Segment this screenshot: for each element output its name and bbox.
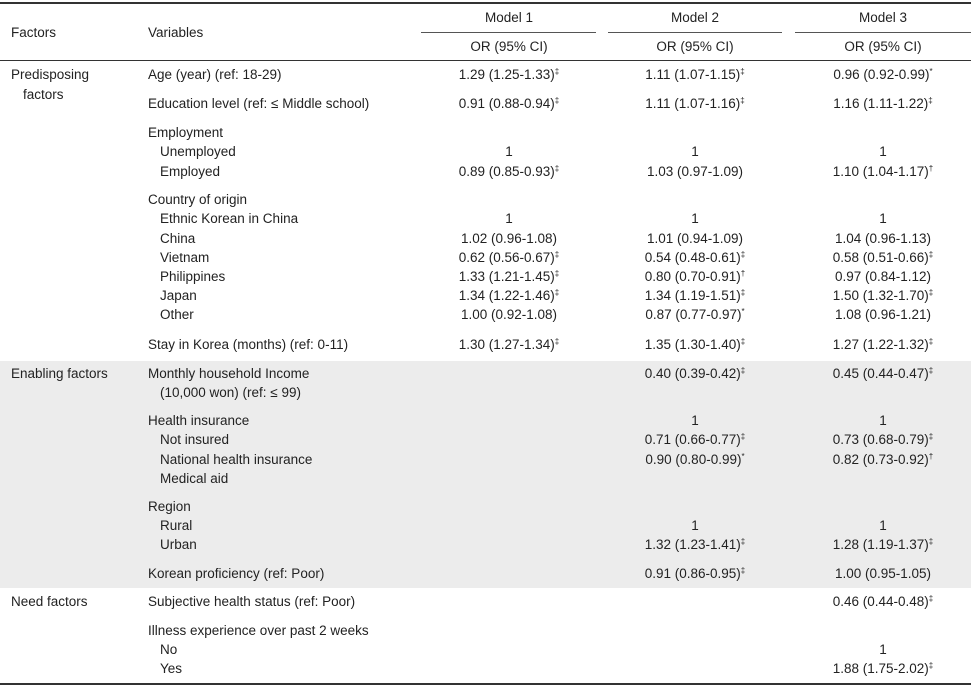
- row-label: Rural: [160, 518, 193, 533]
- row-label: Korean proficiency (ref: Poor): [148, 566, 325, 581]
- cell-value: 1.34 (1.19-1.51)‡: [644, 288, 746, 303]
- cell-value: 1.00 (0.95-1.05): [834, 566, 932, 581]
- model3-underline: [795, 32, 971, 33]
- top-rule: [0, 2, 971, 4]
- cell-value: 1: [691, 211, 699, 226]
- cell-value: 0.82 (0.73-0.92)†: [832, 452, 934, 467]
- cell-value: 0.80 (0.70-0.91)†: [644, 269, 746, 284]
- row-label: Ethnic Korean in China: [160, 211, 299, 226]
- header-or-model2: OR (95% CI): [656, 39, 734, 54]
- cell-value: 0.71 (0.66-0.77)‡: [644, 432, 746, 447]
- row-label: Country of origin: [148, 192, 248, 207]
- cell-value: 0.46 (0.44-0.48)‡: [832, 594, 934, 609]
- cell-value: 0.54 (0.48-0.61)‡: [644, 250, 746, 265]
- row-label: Health insurance: [148, 413, 250, 428]
- cell-value: 0.40 (0.39-0.42)‡: [644, 366, 746, 381]
- row-label-cont: (10,000 won) (ref: ≤ 99): [160, 385, 301, 400]
- model1-underline: [421, 32, 596, 33]
- cell-value: 1: [691, 144, 699, 159]
- row-label: Vietnam: [160, 250, 210, 265]
- group-enabling: Enabling factors: [11, 366, 108, 381]
- cell-value: 1.32 (1.23-1.41)‡: [644, 537, 746, 552]
- row-label: Urban: [160, 537, 197, 552]
- row-label: Education level (ref: ≤ Middle school): [148, 96, 370, 111]
- cell-value: 1: [879, 413, 887, 428]
- row-label: Region: [148, 499, 191, 514]
- cell-value: 0.97 (0.84-1.12): [834, 269, 932, 284]
- cell-value: 1.34 (1.22-1.46)‡: [458, 288, 560, 303]
- cell-value: 1.11 (1.07-1.15)‡: [645, 67, 745, 82]
- cell-value: 0.96 (0.92-0.99)*: [833, 67, 933, 82]
- cell-value: 1.33 (1.21-1.45)‡: [458, 269, 560, 284]
- row-label: National health insurance: [160, 452, 313, 467]
- cell-value: 1.08 (0.96-1.21): [834, 307, 932, 322]
- header-model1: Model 1: [484, 10, 534, 25]
- row-label: Unemployed: [160, 144, 236, 159]
- cell-value: 1.10 (1.04-1.17)†: [832, 164, 934, 179]
- row-label: Not insured: [160, 432, 230, 447]
- row-label: Employment: [148, 125, 224, 140]
- cell-value: 1: [879, 211, 887, 226]
- cell-value: 0.45 (0.44-0.47)‡: [832, 366, 934, 381]
- cell-value: 0.62 (0.56-0.67)‡: [458, 250, 560, 265]
- row-label: Illness experience over past 2 weeks: [148, 623, 369, 638]
- row-label: Yes: [160, 661, 183, 676]
- cell-value: 1.27 (1.22-1.32)‡: [832, 337, 934, 352]
- model2-underline: [608, 32, 782, 33]
- group-need: Need factors: [11, 594, 88, 609]
- cell-value: 1.29 (1.25-1.33)‡: [458, 67, 560, 82]
- cell-value: 1: [879, 144, 887, 159]
- cell-value: 1.04 (0.96-1.13): [834, 231, 932, 246]
- header-variables: Variables: [148, 25, 204, 40]
- cell-value: 0.73 (0.68-0.79)‡: [832, 432, 934, 447]
- cell-value: 0.89 (0.85-0.93)‡: [458, 164, 560, 179]
- cell-value: 1: [691, 413, 699, 428]
- cell-value: 1: [879, 642, 887, 657]
- cell-value: 1: [691, 518, 699, 533]
- row-label: Subjective health status (ref: Poor): [148, 594, 356, 609]
- enabling-factors-band: [0, 361, 971, 588]
- cell-value: 0.58 (0.51-0.66)‡: [832, 250, 934, 265]
- cell-value: 1.88 (1.75-2.02)‡: [832, 661, 934, 676]
- group-predisposing: Predisposing: [11, 67, 90, 82]
- header-model2: Model 2: [670, 10, 720, 25]
- cell-value: 0.87 (0.77-0.97)*: [645, 307, 745, 322]
- row-label: Employed: [160, 164, 221, 179]
- row-label: Stay in Korea (months) (ref: 0-11): [148, 337, 349, 352]
- cell-value: 0.90 (0.80-0.99)*: [645, 452, 745, 467]
- header-or-model3: OR (95% CI): [844, 39, 922, 54]
- cell-value: 0.91 (0.86-0.95)‡: [644, 566, 746, 581]
- cell-value: 0.91 (0.88-0.94)‡: [458, 96, 560, 111]
- cell-value: 1.50 (1.32-1.70)‡: [832, 288, 934, 303]
- row-label: Age (year) (ref: 18-29): [148, 67, 282, 82]
- cell-value: 1: [505, 144, 513, 159]
- header-rule: [0, 60, 971, 61]
- row-label: No: [160, 642, 178, 657]
- cell-value: 1.03 (0.97-1.09): [646, 164, 744, 179]
- cell-value: 1: [879, 518, 887, 533]
- header-factors: Factors: [11, 25, 57, 40]
- cell-value: 1.28 (1.19-1.37)‡: [832, 537, 934, 552]
- cell-value: 1.30 (1.27-1.34)‡: [458, 337, 560, 352]
- row-label: Medical aid: [160, 471, 229, 486]
- header-or-model1: OR (95% CI): [470, 39, 548, 54]
- cell-value: 1.11 (1.07-1.16)‡: [645, 96, 745, 111]
- cell-value: 1.00 (0.92-1.08): [460, 307, 558, 322]
- cell-value: 1.01 (0.94-1.09): [646, 231, 744, 246]
- cell-value: 1.35 (1.30-1.40)‡: [644, 337, 746, 352]
- header-model3: Model 3: [858, 10, 908, 25]
- row-label: Japan: [160, 288, 197, 303]
- group-predisposing-2: factors: [23, 87, 64, 102]
- row-label: Philippines: [160, 269, 226, 284]
- bottom-rule: [0, 683, 971, 685]
- row-label: China: [160, 231, 196, 246]
- row-label: Other: [160, 307, 194, 322]
- cell-value: 1: [505, 211, 513, 226]
- cell-value: 1.02 (0.96-1.08): [460, 231, 558, 246]
- cell-value: 1.16 (1.11-1.22)‡: [833, 96, 933, 111]
- row-label: Monthly household Income: [148, 366, 310, 381]
